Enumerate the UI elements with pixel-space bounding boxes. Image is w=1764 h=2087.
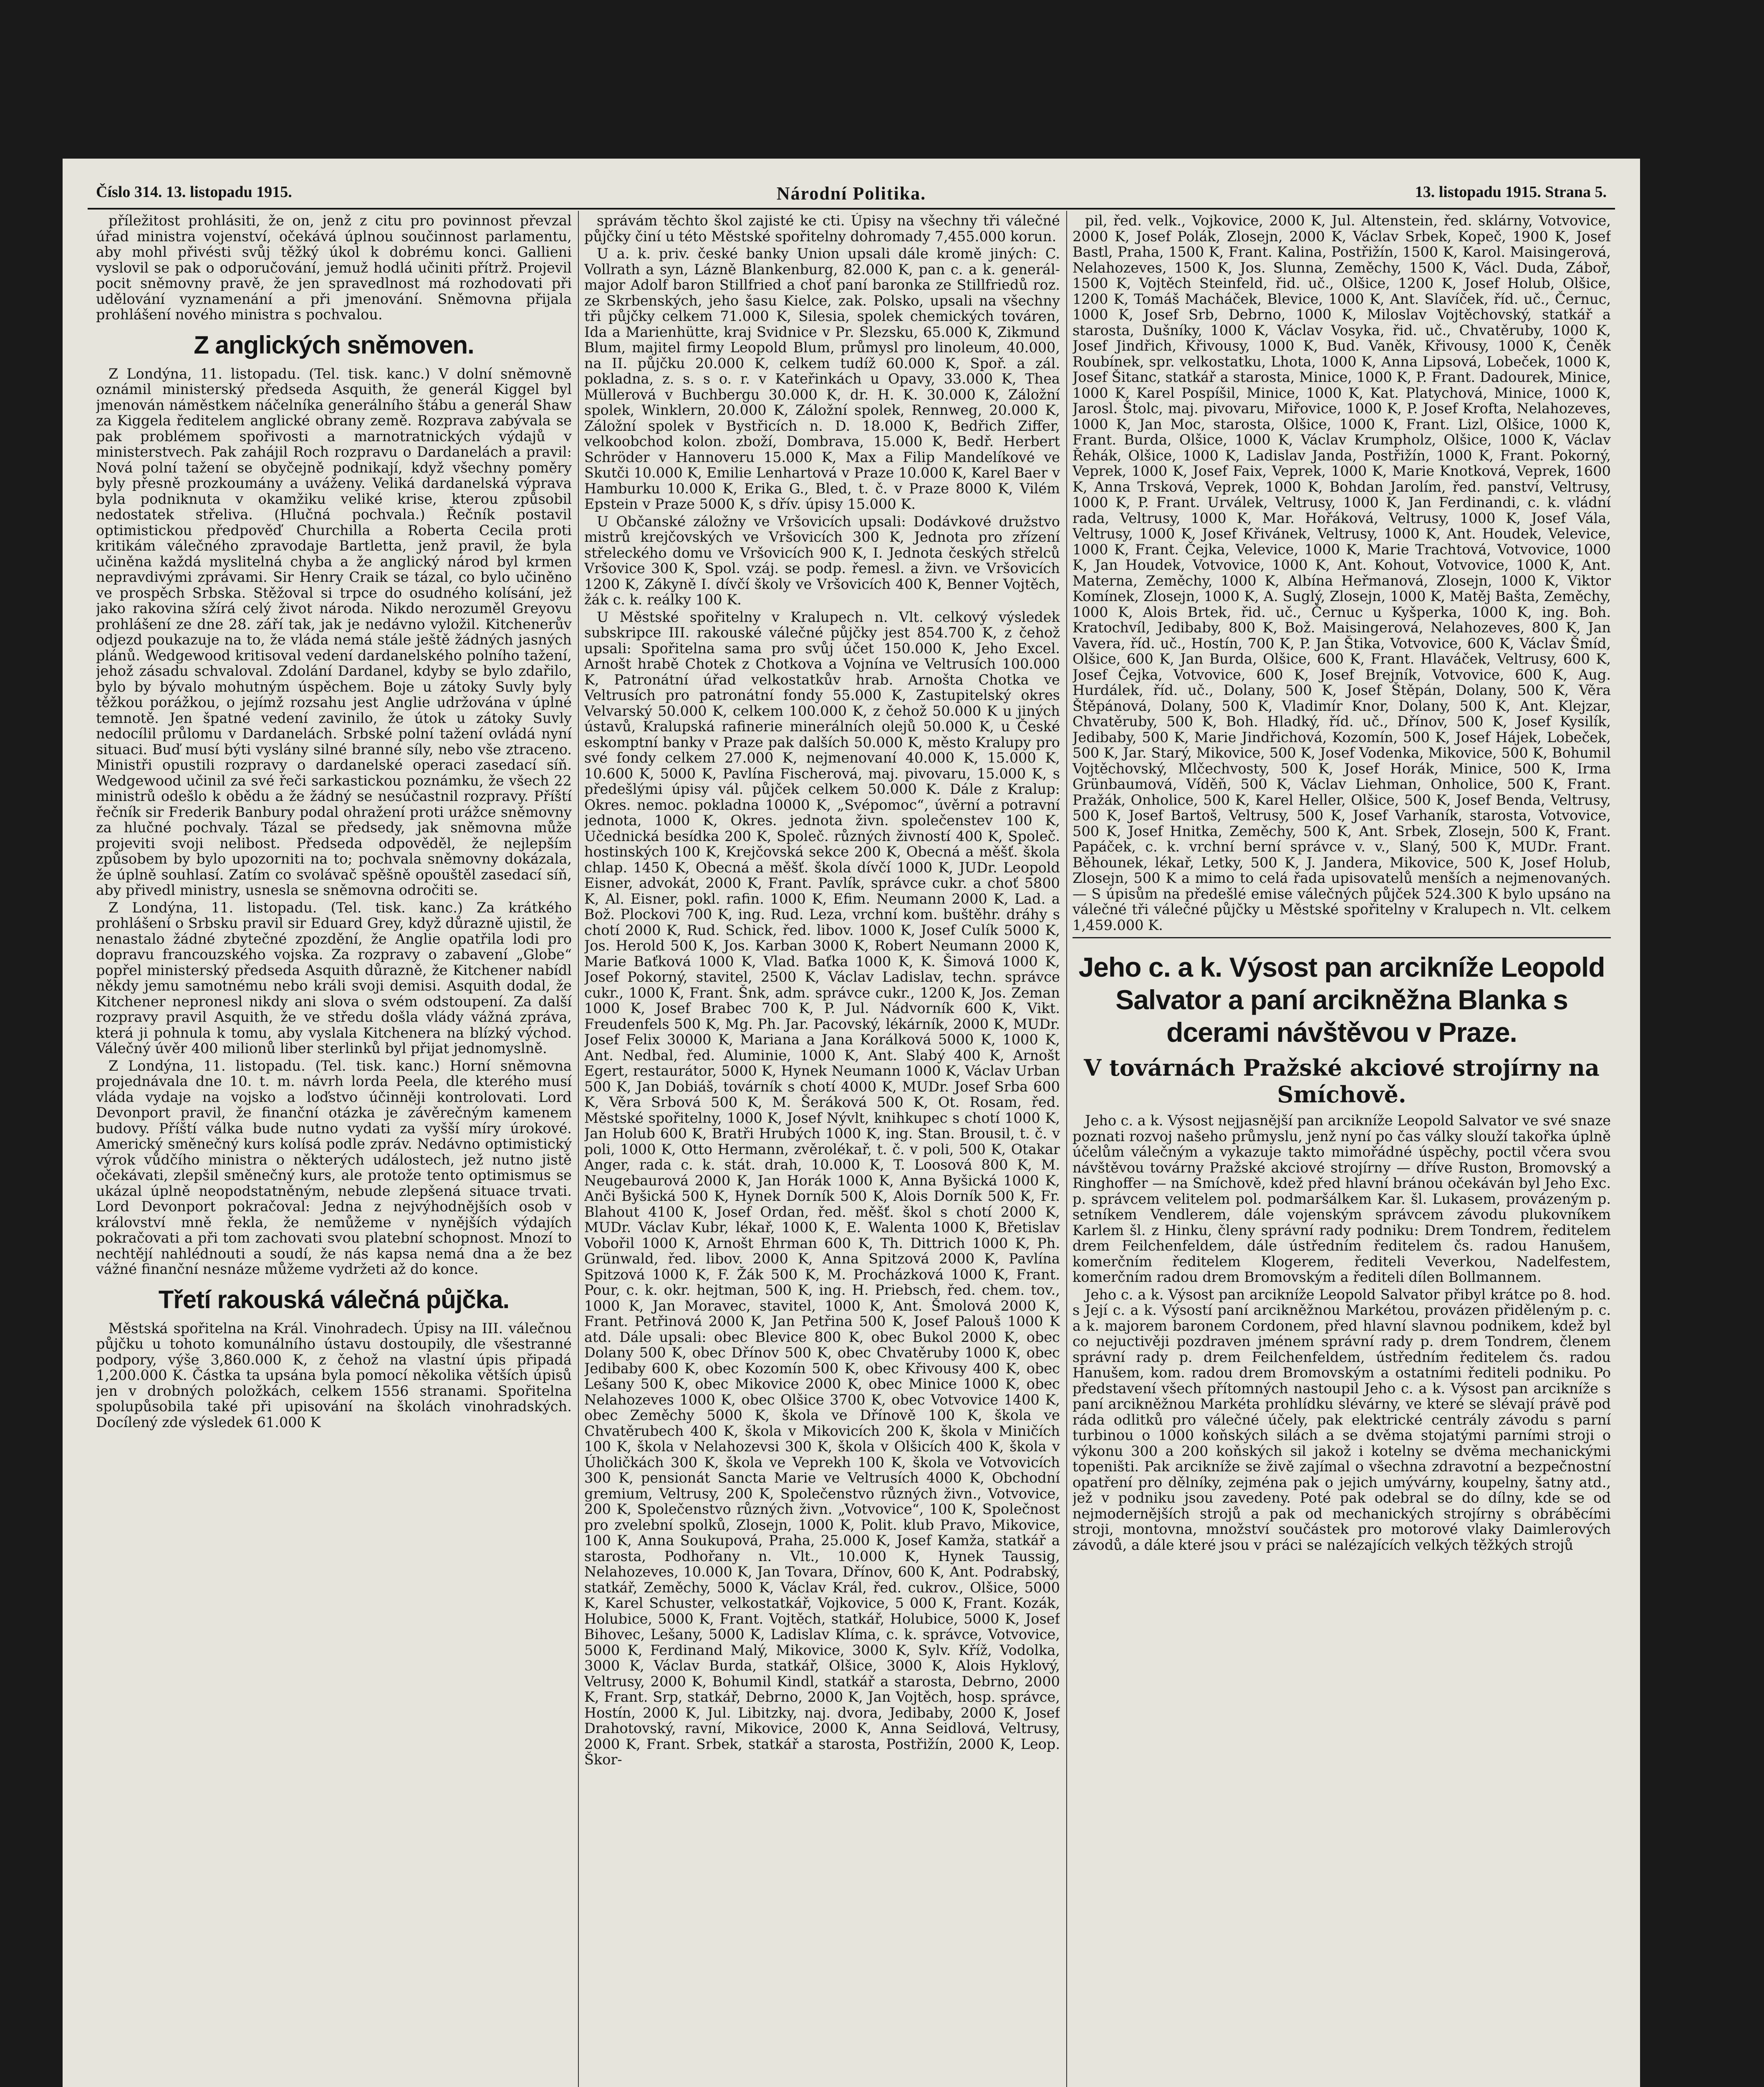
article-subheading: V továrnách Pražské akciové strojírny na Smíchově. — [1084, 1054, 1600, 1108]
article-paragraph: U Občanské záložny ve Vršovicích upsali: Dodávkové družstvo mistrů krejčovských ve Vršovicích 300 K, Jednota pro zřízení střeleckého domu ve Vršovicích 900 K, I. Jednota českých střelců Vršovice 300 K, Spol. vzáj. se podp. řemesl. a živn. ve Vršovicích 1200 K, Zákyně I. dívčí školy ve Vršovicích 400 K, Benner Vojtěch, žák c. k. reálky 100 K. — [584, 513, 1060, 608]
column-1 — [96, 213, 572, 2087]
issue-date: Číslo 314. 13. listopadu 1915. — [96, 183, 292, 201]
masthead-title: Národní Politika. — [776, 183, 926, 204]
article-paragraph: správám těchto škol zajisté ke cti. Úpisy na všechny tři válečné půjčky činí u této Městské spořitelny dohromady 7,455.000 korun. — [584, 213, 1060, 245]
newspaper-page — [63, 159, 1640, 2087]
header-rule — [88, 208, 1615, 210]
column-divider — [1066, 211, 1067, 2087]
article-paragraph: Z Londýna, 11. listopadu. (Tel. tisk. kanc.) Za krátkého prohlášení o Srbsku pravil sir Eduard Grey, když důrazně ujistil, že nenastalo žádné zbytečné zpozdění, že Anglie opatřila lodi pro dopravu francouzského vojska. Za rozpravy o zabavení „Globe“ popřel ministerský předseda Asquith důrazně, že Kitchener nabídl někdy jemu samotnému nebo králi svoji demisi. Asquith dodal, že Kitchener nepronesl nikdy ani slova o svém odstoupení. Za další rozpravy pravil Asquith, že ve středu došla vlády vážná zpráva, která ji pohnula k tomu, aby vyslala Kitchenera na blízký východ. Válečný úvěr 400 milionů liber sterlinků byl přijat jednomyslně. — [96, 899, 572, 1056]
column-2 — [584, 213, 1060, 2087]
article-paragraph: Jeho c. a k. Výsost nejjasnější pan arcikníže Leopold Salvator ve své snaze poznati rozvoj našeho průmyslu, jenž nyní po čas války slouží takořka úplně účelům válečným a vykazuje takto mimořádné úspěchy, poctil včera svou návštěvou továrny Pražské akciové strojírny — dříve Ruston, Bromovský a Ringhoffer — na Smíchově, kdež před hlavní bránou očekáván byl Jeho Exc. p. správcem velitelem pol. podmaršálkem Kar. šl. Lukasem, provázeným p. setníkem Vendlerem, dále vojenským správcem závodu plukovníkem Karlem šl. z Hinku, členy správní rady podniku: Drem Tondrem, ředitelem drem Feilchenfeldem, dále ústředním ředitelem čs. radou Hanušem, komerčním ředitelem Klogerem, řediteli Veverkou, Nadelfestem, komerčním radou drem Bromovským a řediteli dílen Bollmannem. — [1073, 1112, 1611, 1285]
article-paragraph: Z Londýna, 11. listopadu. (Tel. tisk. kanc.) V dolní sněmovně oznámil ministerský předseda Asquith, že generál Kiggel byl jmenován náměstkem náčelníka generálního štábu a generál Shaw za Kiggela ředitelem anglické obrany země. Rozprava zabývala se pak problémem spořivosti a marnotratnických výdajů v ministerstvech. Pak zahájil Roch rozpravu o Dardanelách a pravil: Nová polní tažení se obyčejně podnikají, když všechny poměry byly přesně prozkoumány a uváženy. Veliká dardanelská výprava byla podniknuta v okamžiku veliké krise, kterou způsobil nedostatek střeliva. (Hlučná pochvala.) Řečník postavil optimistickou předpověď Churchilla a Roberta Cecila proti kritikám válečného zpravodaje Bartletta, jenž pravil, že byla učiněna každá myslitelná chyba a že anglický národ byl krmen nepravdivými zprávami. Sir Henry Craik se tázal, co bylo učiněno ve prospěch Srbska. Stěžoval si trpce do osudného kolísání, jež jako rakovina sžírá celý život národa. Nikdo nerozuměl Greyovu prohlášení ze dne 28. září tak, jak je nedávno vyložil. Kitchenerův odjezd poukazuje na to, že vláda nemá stále ještě žádných jasných plánů. Wedgewood kritisoval vedení dardanelského polního tažení, jehož zásadu schvaloval. Zdolání Dardanel, kdyby se bylo zdařilo, bylo by bývalo mohutným úspěchem. Boje u zátoky Suvly byly těžkou porážkou, o jejímž rozsahu jest Anglie udržována v úplné temnotě. Jen špatné vedení zavinilo, že útok u zátoky Suvly nedocílil průlomu v Dardanelách. Srbské polní tažení ovládá nyní situaci. Buď musí býti vyslány silné branné síly, nebo vše ztraceno. Ministři opustili rozpravy o dardanelské operaci zasedací síň. Wedgewood učinil za své řeči sarkastickou poznámku, že všech 22 ministrů odešlo k obědu a že žádný se nesúčastnil rozpravy. Příští řečník sir Frederik Banbury podal ohražení proti urážce sněmovny za hlučné pochvaly. Tázal se předsedy, jak sněmovna může projeviti svoji nelibost. Předseda odpověděl, že nejlepším způsobem by bylo upozorniti na to; pochvala sněmovny dokázala, že úplně souhlasí. Zatím co svolávač spěšně opouštěl zasedací síň, aby přivedl ministry, usnesla se sněmovna odročiti se. — [96, 365, 572, 898]
article-paragraph: U Městské spořitelny v Kralupech n. Vlt. celkový výsledek subskripce III. rakouské válečné půjčky jest 854.700 K, z čehož upsali: Spořitelna sama pro svůj účet 150.000 K, Jeho Excel. Arnošt hrabě Chotek z Chotkova a Vojnína ve Veltrusích 100.000 K, Patronátní úřad velkostatkův hrab. Arnošta Chotka ve Veltrusích pro patronátní fondy 55.000 K, Zastupitelský okres Velvarský 50.000 K, celkem 100.000 K, z čehož 50.000 K u jiných ústavů, Kralupská rafinerie minerálních olejů 50.000 K, u České eskomptní banky v Praze pak dalších 50.000 K, město Kralupy pro své fondy celkem 27.000 K, nejmenovaní 40.000 K, 15.000 K, 10.600 K, 5000 K, Pavlína Fischerová, maj. pivovaru, 15.000 K, s předešlými úpisy vál. půjček celkem 50.000 K. Dále z Kralup: Okres. nemoc. pokladna 10000 K, „Svépomoc“, úvěrní a potravní jednota, 1000 K, Okres. jednota živn. společenstev 100 K, Učednická besídka 200 K, Společ. různých živností 400 K, Společ. hostinských 100 K, Krejčovská sekce 200 K, Obecná a měšť. škola chlap. 1450 K, Obecná a měšť. škola dívčí 1000 K, JUDr. Leopold Eisner, advokát, 2000 K, Frant. Pavlík, správce cukr. a choť 5800 K, Al. Eisner, pokl. rafin. 1000 K, Efim. Neumann 2000 K, Lad. a Bož. Plockovi 700 K, ing. Rud. Leza, vrchní kom. buštěhr. dráhy s chotí 2000 K, Rud. Schick, řed. libov. 1000 K, Josef Culík 5000 K, Jos. Herold 500 K, Jos. Karban 3000 K, Robert Neumann 2000 K, Marie Baťková 1000 K, Vlad. Baťka 1000 K, K. Šimová 1000 K, Josef Pokorný, stavitel, 2500 K, Václav Ladislav, techn. správce cukr., 1000 K, Frant. Šnk, adm. správce cukr., 1200 K, Jos. Zeman 1000 K, Josef Brabec 700 K, P. Jul. Nádvorník 600 K, Vikt. Freudenfels 500 K, Mg. Ph. Jar. Pacovský, lékárník, 2000 K, MUDr. Josef Felix 30000 K, Mariana a Jana Korálková 5000 K, 1000 K, Ant. Nedbal, řed. Aluminie, 1000 K, Ant. Slabý 400 K, Arnošt Egert, restaurátor, 5000 K, Hynek Neumann 1000 K, Václav Urban 500 K, Jan Dobiáš, továrník s chotí 4000 K, MUDr. Josef Srba 600 K, Věra Srbová 500 K, M. Šeráková 500 K, Ot. Rosam, řed. Městské spořitelny, 1000 K, Josef Nývlt, knihkupec s chotí 1000 K, Jan Holub 600 K, Bratři Hrubých 1000 K, ing. Stan. Brousil, t. č. v poli, 1000 K, Otto Hermann, zvěrolékař, t. č. v poli, 500 K, Otakar Anger, rada c. k. stát. drah, 10.000 K, T. Loosová 800 K, M. Neugebaurová 2000 K, Jan Horák 1000 K, Anna Byšická 1000 K, Anči Byšická 500 K, Hynek Dorník 500 K, Alois Dorník 500 K, Fr. Blahout 4100 K, Josef Ordan, řed. měšť. škol s chotí 2000 K, MUDr. Václav Kubr, lékař, 1000 K, E. Walenta 1000 K, Břetislav Vobořil 1000 K, Arnošt Ehrman 600 K, Th. Dittrich 1000 K, Ph. Grünwald, řed. libov. 2000 K, Anna Spitzová 2000 K, Pavlína Spitzová 1000 K, F. Žák 500 K, M. Procházková 1000 K, Frant. Pour, c. k. okr. hejtman, 500 K, ing. H. Priebsch, řed. chem. tov., 1000 K, Jan Moravec, stavitel, 1000 K, Ant. Šmolová 2000 K, Frant. Petřinová 2000 K, Jan Petřina 500 K, Josef Palouš 1000 K atd. Dále upsali: obec Blevice 800 K, obec Bukol 2000 K, obec Dolany 500 K, obec Dřínov 500 K, obec Chvatěruby 1000 K, obec Jedibaby 600 K, obec Kozomín 500 K, obec Křivousy 400 K, obec Lešany 500 K, obec Mikovice 2000 K, obec Minice 1000 K, obec Nelahozeves 1000 K, obec Olšice 3700 K, obec Votvovice 1400 K, obec Zeměchy 5000 K, škola ve Dřínově 100 K, škola ve Chvatěrubech 400 K, škola v Mikovicích 200 K, škola v Miničích 100 K, škola v Nelahozevsi 300 K, škola v Olšicích 400 K, škola v Úholičkách 300 K, škola ve Veprekh 100 K, škola ve Votvovicích 300 K, pensionát Sancta Marie ve Veltrusích 4000 K, Obchodní gremium, Veltrusy, 200 K, Společenstvo různých živn., Votvovice, 200 K, Společenstvo různých živn. „Votvovice“, 100 K, Společnost pro zvelební spolků, Zlosejn, 1000 K, Polit. klub Pravo, Mikovice, 100 K, Anna Soukupová, Praha, 25.000 K, Josef Kamža, statkář a starosta, Podhořany n. Vlt., 10.000 K, Hynek Taussig, Nelahozeves, 10.000 K, Jan Tovara, Dřínov, 600 K, Ant. Podrabský, statkář, Zeměchy, 5000 K, Václav Král, řed. cukrov., Olšice, 5000 K, Karel Schuster, velkostatkář, Vojkovice, 5 000 K, Frant. Kozák, Holubice, 5000 K, Frant. Vojtěch, statkář, Holubice, 5000 K, Josef Bihovec, Lešany, 5000 K, Ladislav Klíma, c. k. správce, Votvovice, 5000 K, Ferdinand Malý, Mikovice, 3000 K, Sylv. Kříž, Vodolka, 3000 K, Václav Burda, statkář, Olšice, 3000 K, Alois Hyklový, Veltrusy, 2000 K, Bohumil Kindl, statkář a starosta, Debrno, 2000 K, Frant. Srp, statkář, Debrno, 2000 K, Jan Vojtěch, hosp. správce, Hostín, 2000 K, Jul. Libitzky, naj. dvora, Jedibaby, 2000 K, Josef Drahotovský, ravní, Mikovice, 2000 K, Anna Seidlová, Veltrusy, 2000 K, Frant. Srbek, statkář a starosta, Postřižín, 2000 K, Leop. Škor- — [584, 609, 1060, 1768]
article-paragraph: Z Londýna, 11. listopadu. (Tel. tisk. kanc.) Horní sněmovna projednávala dne 10. t. m. návrh lorda Peela, dle kterého musí vláda vydaje na vojsko a loďstvo účinněji kontrolovati. Lord Devonport pravil, že finanční otázka je závěrečným kamenem budovy. Příští válka bude nutno vydati za vyšší míry úrokové. Americký směnečný kurs kolísá podle zpráv. Nedávno optimistický výrok vůdčího ministra o některých událostech, jež nutno jistě očekávati, zlepšil směnečný kurs, ale protože tento optimismus se ukázal úplně neopodstatněným, nebude zlepšená situace trvati. Lord Devonport pokračoval: Jedna z nejvýhodnějších osob v království mně řekla, že nemůžeme v nynějších výdajích pokračovati a při tom zachovati svou platební schopnost. Mnozí to nechtějí nahlédnouti a soudí, že nás kapsa nemá dna a že bez vážné finanční nesnáze můžeme vydržeti až do konce. — [96, 1057, 572, 1277]
page-number: 13. listopadu 1915. Strana 5. — [1415, 183, 1607, 201]
article-paragraph: pil, řed. velk., Vojkovice, 2000 K, Jul. Altenstein, řed. sklárny, Votvovice, 2000 K, Josef Polák, Zlosejn, 2000 K, Václav Srbek, Kopeč, 1900 K, Josef Bastl, Praha, 1500 K, Frant. Kalina, Postřižín, 1500 K, Karol. Maisingerová, Nelahozeves, 1500 K, Jos. Slunna, Zeměchy, 1500 K, Václ. Duda, Záboř, 1500 K, Vojtěch Steinfeld, řid. uč., Olšice, 1200 K, Josef Holub, Olšice, 1200 K, Tomáš Macháček, Blevice, 1000 K, Ant. Slavíček, říd. uč., Černuc, 1000 K, Josef Srb, Debrno, 1000 K, Miloslav Vojtěchovský, statkář a starosta, Dušníky, 1000 K, Václav Vosyka, řid. uč., Chvatěruby, 1000 K, Josef Jindřich, Křivousy, 1000 K, Bud. Vaněk, Křivousy, 1000 K, Čeněk Roubínek, spr. velkostatku, Lhota, 1000 K, Anna Lipsová, Lobeček, 1000 K, Josef Šitanc, statkář a starosta, Minice, 1000 K, P. Frant. Dadourek, Minice, 1000 K, Karel Pospíšil, Minice, 1000 K, Kat. Platychová, Minice, 1000 K, Jarosl. Štolc, maj. pivovaru, Miřovice, 1000 K, P. Josef Krofta, Nelahozeves, 1000 K, Jan Moc, starosta, Olšice, 1000 K, Frant. Lizl, Olšice, 1000 K, Frant. Burda, Olšice, 1000 K, Václav Krumpholz, Olšice, 1000 K, Václav Řehák, Olšice, 1000 K, Ladislav Janda, Postřižín, 1000 K, Frant. Pokorný, Veprek, 1000 K, Josef Faix, Veprek, 1000 K, Marie Knotková, Veprek, 1600 K, Anna Trsková, Veprek, 1000 K, Bohdan Jarolím, řed. panství, Veltrusy, 1000 K, P. Frant. Urválek, Veltrusy, 1000 K, Jan Ferdinandi, c. k. vládní rada, Veltrusy, 1000 K, Mar. Hořáková, Veltrusy, 1000 K, Josef Vála, Veltrusy, 1000 K, Josef Křivánek, Veltrusy, 1000 K, Ant. Houdek, Velevice, 1000 K, Frant. Čejka, Velevice, 1000 K, Marie Trachtová, Votvovice, 1000 K, Jan Houdek, Votvovice, 1000 K, Ant. Kohout, Votvovice, 1000 K, Ant. Materna, Zeměchy, 1000 K, Albína Heřmanová, Zlosejn, 1000 K, Viktor Komínek, Zlosejn, 1000 K, A. Suglý, Zlosejn, 1000 K, Matěj Bašta, Zeměchy, 1000 K, Alois Brtek, řid. uč., Černuc u Kyšperka, 1000 K, ing. Boh. Kratochvíl, Jedibaby, 800 K, Bož. Maisingerová, Nelahozeves, 800 K, Jan Vavera, říd. uč., Hostín, 700 K, P. Jan Štika, Votvovice, 600 K, Václav Šmíd, Olšice, 600 K, Jan Burda, Olšice, 600 K, Frant. Hlaváček, Veltrusy, 600 K, Josef Čejka, Votvovice, 600 K, Josef Brejník, Votvovice, 600 K, Aug. Hurdálek, říd. uč., Dolany, 500 K, Josef Štěpán, Dolany, 500 K, Věra Štěpánová, Dolany, 500 K, Vladimír Knor, Dolany, 500 K, Ant. Klejzar, Chvatěruby, 500 K, Boh. Hladký, říd. uč., Dřínov, 500 K, Josef Kysilík, Jedibaby, 500 K, Marie Jindřichová, Kozomín, 500 K, Josef Hájek, Lobeček, 500 K, Jar. Starý, Mikovice, 500 K, Josef Vodenka, Mikovice, 500 K, Bohumil Vojtěchovský, Mlčechvosty, 500 K, Josef Horák, Minice, 500 K, Irma Grünbaumová, Víděň, 500 K, Václav Liehman, Onholice, 500 K, Frant. Pražák, Onholice, 500 K, Karel Heller, Olšice, 500 K, Josef Benda, Veltrusy, 500 K, Josef Bartoš, Veltrusy, 500 K, Josef Varhaník, starosta, Votvovice, 500 K, Josef Hnitka, Zeměchy, 500 K, Ant. Srbek, Zlosejn, 500 K, Frant. Papáček, c. k. vrchní berní správce v. v., Slaný, 500 K, MUDr. Frant. Běhounek, lékař, Letky, 500 K, J. Jandera, Mikovice, 500 K, Josef Holub, Zlosejn, 500 K a mimo to celá řada upisovatelů menších a nejmenovaných. — S úpisům na předešlé emise válečných půjček 524.300 K bylo upsáno na válečné tři válečné půjčky u Městské spořitelny v Kralupech n. Vlt. celkem 1,459.000 K. — [1073, 213, 1611, 933]
column-divider — [578, 211, 579, 2087]
article-paragraph: příležitost prohlásiti, že on, jenž z citu pro povinnost převzal úřad ministra vojenství, očekává úplnou součinnost parlamentu, aby mohl přivésti svůj těžký úkol k dobrému konci. Gallieni vyslovil se pak o odporučování, jemuž hodlá učiniti přítrž. Projevil pocit sněmovny pravě, že jen spravedlnost má rozhodovati při udělování vyznamenání a při jmenování. Sněmovna přijala prohlášení nového ministra s pochvalou. — [96, 213, 572, 323]
section-rule — [1073, 937, 1611, 938]
article-heading: Jeho c. a k. Výsost pan arcikníže Leopold Salvator a paní arcikněžna Blanka s dcerami návštěvou v Praze. — [1078, 952, 1605, 1048]
article-heading: Třetí rakouská válečná půjčka. — [158, 1285, 510, 1314]
article-paragraph: Jeho c. a k. Výsost pan arcikníže Leopold Salvator přibyl krátce po 8. hod. s Její c. a k. Výsostí paní arcikněžnou Markétou, provázen přiděleným p. c. a k. majorem baronem Cordonem, před hlavní slavnou podnikem, kdež byl co nejuctivěji pozdraven jménem správní rady p. drem Tondrem, členem správní rady p. drem Feilchenfeldem, ústředním ředitelem čs. radou Hanušem, kom. radou drem Bromovským a ostatními řediteli podniku. Po představení všech přítomných nastoupil Jeho c. a k. Výsost pan arcikníže s paní arcikněžnou Markéta prohlídku slévárny, ve které se slévají právě pod ráda odlitků pro válečné účely, pak elektrické centrály závodu s parní turbinou o 1000 koňských silách a se dvěma stojatými parními stroji o výkonu 300 a 200 koňských sil jakož i kotelny se dvěma mechanickými topeništi. Pak arcikníže se živě zajímal o všechna zdravotní a bezpečnostní opatření pro dělníky, zejména pak o jejich umývárny, koupelny, šatny atd., jež v podniku jsou zavedeny. Poté pak odebral se do dílny, kde se od nejmodernějších strojů a pak od mechanických strojírny s obráběcími stroji, montovna, množství součástek pro motorové vlaky Daimlerových závodů, a dále které jsou v práci se nalézajících velkých těžkých strojů — [1073, 1286, 1611, 1553]
article-heading: Z anglických sněmoven. — [194, 331, 474, 359]
article-paragraph: Městská spořitelna na Král. Vinohradech. Úpisy na III. válečnou půjčku u tohoto komunálního ústavu dostoupily, dle všestranné podpory, výše 3,860.000 K, z čehož na vlastní úpis připadá 1,200.000 K. Částka ta upsána byla pomocí několika větších úpisů jen v drobných položkách, celkem 1556 stranami. Spořitelna spolupůsobila také při upisování na školách vinohradských. Docílený zde výsledek 61.000 K — [96, 1320, 572, 1430]
article-paragraph: U a. k. priv. české banky Union upsali dále kromě jiných: C. Vollrath a syn, Lázně Blankenburg, 82.000 K, pan c. a k. generál-major Adolf baron Stillfried a choť paní baronka ze Stillfriedů roz. ze Skrbenských, jeho šasu Kielce, zak. Polsko, upsali na všechny tři půjčky celkem 71.000 K, Silesia, spolek chemických továren, Ida a Marienhütte, kraj Svidnice v Pr. Slezsku, 65.000 K, Zikmund Blum, majitel firmy Leopold Blum, průmysl pro linoleum, 40.000, na II. půjčku 20.000 K, celkem tudíž 60.000 K, Spoř. a zál. pokladna, z. s. s o. r. v Kateřinkách u Opavy, 33.000 K, Thea Müllerová v Buchbergu 30.000 K, dr. H. K. 30.000 K, Záložní spolek, Winklern, 20.000 K, Záložní spolek, Rennweg, 20.000 K, Záložní spolek v Bystřicích n. D. 18.000 K, Bedřich Ziffer, velkoobchod kolon. zboží, Dombrava, 15.000 K, Bedř. Herbert Schröder v Hannoveru 15.000 K, Max a Filip Mandelíkové ve Skutči 10.000 K, Emilie Lenhartová v Praze 10.000 K, Karel Baer v Hamburku 10.000 K, Erika G., Bled, t. č. v Praze 8000 K, Vilém Epstein v Praze 5000 K, s dřív. úpisy 15.000 K. — [584, 245, 1060, 512]
column-3 — [1073, 213, 1611, 2087]
